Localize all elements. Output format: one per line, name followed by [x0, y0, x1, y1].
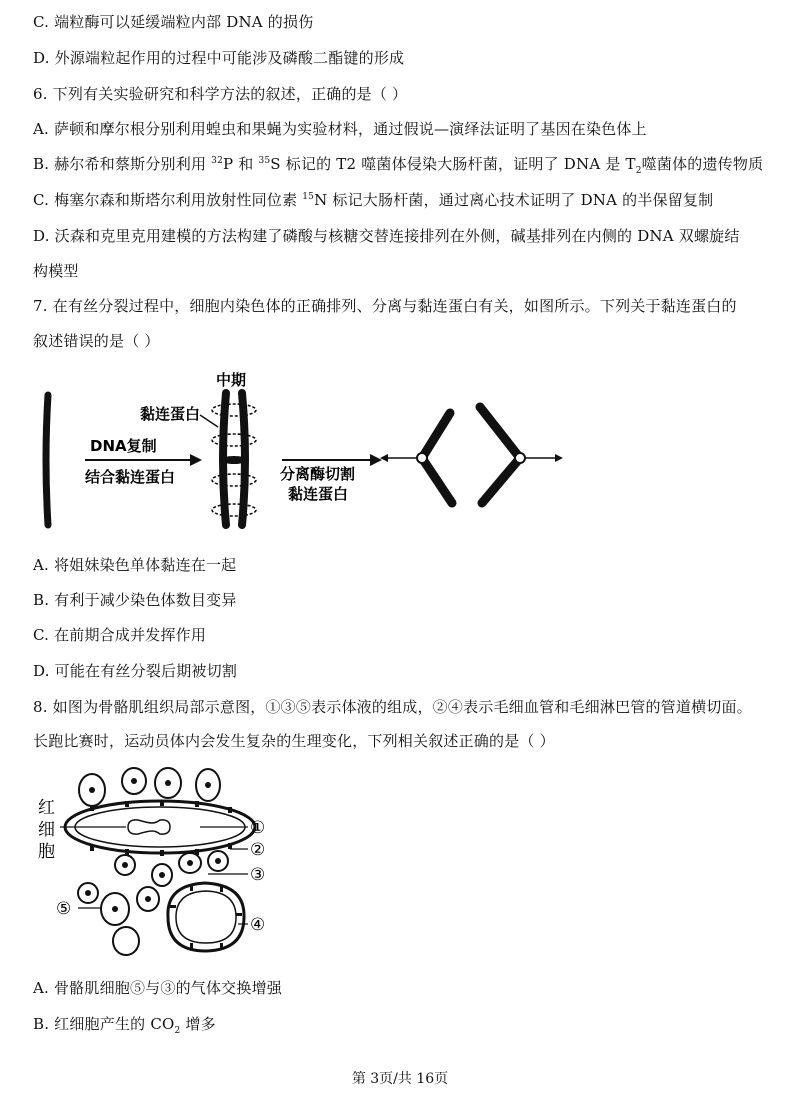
option-8a: A. 骨骼肌细胞⑤与③的气体交换增强 — [33, 979, 282, 997]
red-blood-cell — [128, 820, 170, 834]
page-footer: 第 3页/共 16页 — [351, 1071, 449, 1087]
cohesin-label: 黏连蛋白 — [140, 405, 201, 423]
option-6d: D. 沃森和克里克用建模的方法构建了磷酸与核糖交替连接排列在外侧，碱基排列在内侧的 DNA 双螺旋结 — [33, 227, 740, 245]
arrow1-label-2: 结合黏连蛋白 — [85, 468, 176, 486]
rbc-label-3: 胞 — [38, 842, 55, 862]
option-6b: B. 赫尔希和蔡斯分别利用 $^{32}$P 和 $^{35}$S 标记的 T2 噬菌体侵染大肠杆菌，证明了 DNA 是 $T_2$噬菌体的遗传物质 — [33, 155, 764, 176]
option-5d: D. 外源端粒起作用的过程中可能涉及磷酸二酯键的形成 — [33, 49, 405, 67]
rbc-label-2: 细 — [38, 820, 55, 840]
cohesin-diagram — [30, 365, 590, 535]
option-7c: C. 在前期合成并发挥作用 — [33, 626, 207, 644]
rbc-label-1: 红 — [38, 798, 55, 818]
tissue-cells — [78, 768, 228, 955]
question-7-stem: 7. 在有丝分裂过程中，细胞内染色体的正确排列、分离与黏连蛋白有关，如图所示。下列关于黏连蛋白的 — [33, 297, 737, 315]
skeletal-muscle-tissue-diagram — [30, 765, 290, 965]
lymphatic-capillary — [168, 883, 244, 951]
option-7b: B. 有利于减少染色体数目变异 — [33, 591, 237, 609]
question-8-stem: 8. 如图为骨骼肌组织局部示意图，①③⑤表示体液的组成，②④表示毛细血管和毛细淋巴管的管道横切面。 — [33, 698, 752, 716]
arrow2-label-1: 分离酶切割 — [280, 465, 356, 483]
arrow2-label-2: 黏连蛋白 — [288, 485, 349, 503]
question-6-stem: 6. 下列有关实验研究和科学方法的叙述，正确的是（ ） — [33, 85, 408, 103]
marker-5: ⑤ — [56, 899, 72, 919]
option-7a: A. 将姐妹染色单体黏连在一起 — [33, 556, 237, 574]
option-6a: A. 萨顿和摩尔根分别利用蝗虫和果蝇为实验材料，通过假说—演绎法证明了基因在染色体上 — [33, 120, 647, 138]
question-8-stem-cont: 长跑比赛时，运动员体内会发生复杂的生理变化，下列相关叙述正确的是（ ） — [33, 732, 555, 750]
metaphase-label: 中期 — [216, 371, 247, 389]
capillary-vessel — [65, 800, 255, 856]
option-6c: C. 梅塞尔森和斯塔尔利用放射性同位素 $^{15}$N 标记大肠杆菌，通过离心技术证明了 DNA 的半保留复制 — [33, 191, 714, 209]
marker-2: ② — [250, 840, 266, 860]
dna-replication-arrow — [85, 454, 202, 466]
option-5c: C. 端粒酶可以延缓端粒内部 DNA 的损伤 — [33, 13, 314, 31]
marker-3: ③ — [250, 865, 266, 885]
single-chromosome — [46, 395, 48, 525]
option-8b: B. 红细胞产生的 $CO_2$ 增多 — [33, 1015, 216, 1036]
separated-chromatid-left — [380, 413, 452, 503]
option-6d-cont: 构模型 — [33, 262, 79, 280]
question-7-stem-cont: 叙述错误的是（ ） — [33, 332, 160, 350]
marker-4: ④ — [250, 915, 266, 935]
separated-chromatid-right — [480, 407, 563, 503]
marker-1: ① — [250, 818, 266, 838]
arrow1-label-1: DNA复制 — [90, 437, 157, 455]
option-7d: D. 可能在有丝分裂后期被切割 — [33, 662, 238, 680]
